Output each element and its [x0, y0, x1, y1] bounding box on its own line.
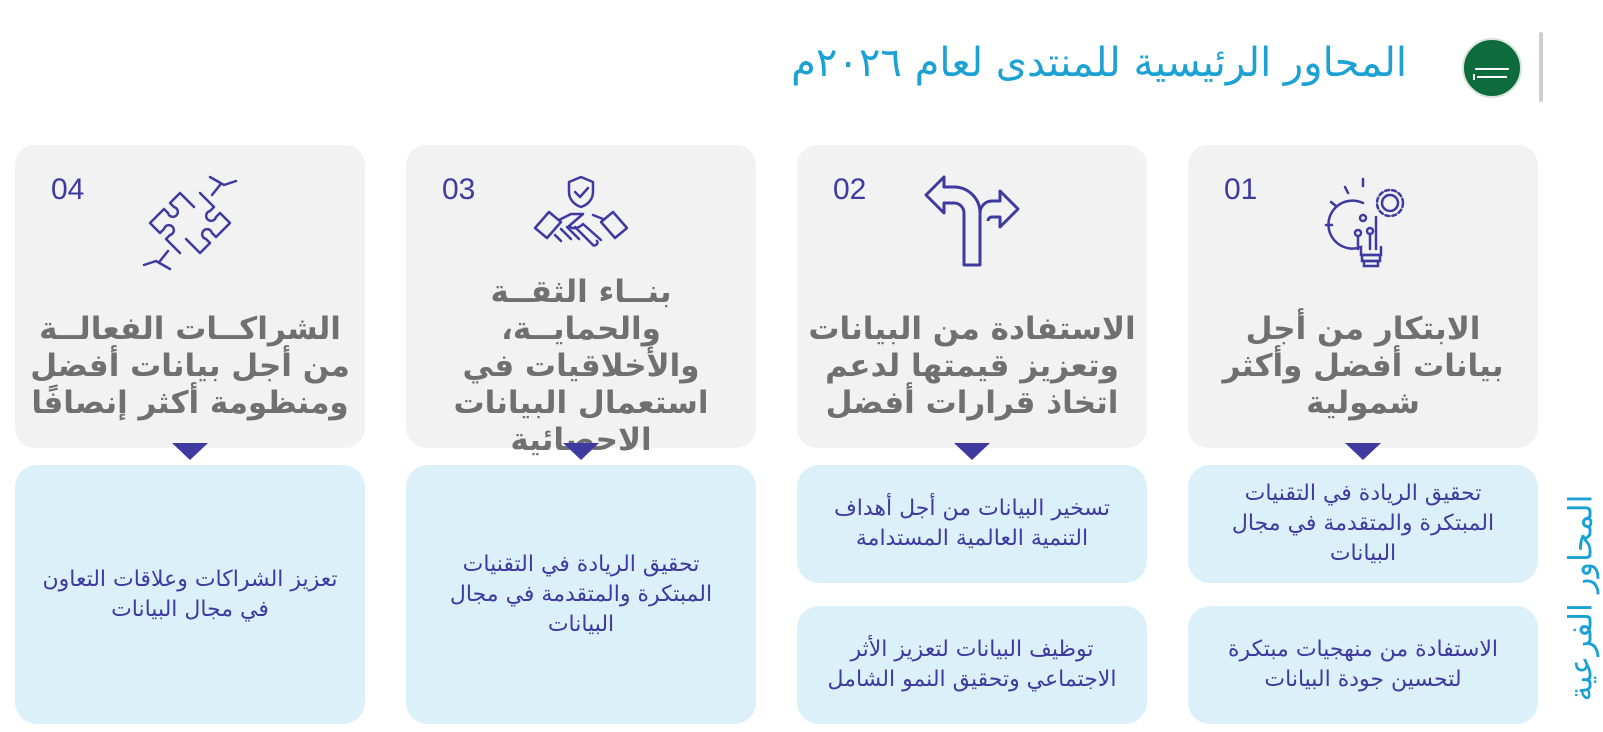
sub-axis-box: تسخير البيانات من أجل أهداف التنمية العالمية المستدامة [797, 465, 1147, 583]
card-pointer [563, 443, 599, 460]
axis-title: الاستفادة من البيانات وتعزيز قيمتها لدعم اتخاذ قرارات أفضل [808, 311, 1136, 421]
axis-number: 02 [833, 173, 867, 206]
axis-number: 04 [51, 173, 85, 206]
header-divider [1539, 32, 1543, 102]
lightbulb-gear-icon [1318, 173, 1418, 273]
sub-axis-box: تحقيق الريادة في التقنيات المبتكرة والمتقدمة في مجال البيانات [406, 465, 756, 724]
axis-title: الابتكار من أجل بيانات أفضل وأكثر شمولية [1222, 311, 1504, 421]
side-label [1560, 478, 1602, 718]
card-pointer [1345, 443, 1381, 460]
saudi-emblem-icon [1462, 38, 1522, 98]
axis-title: الشراكــات الفعالــة من أجل بيانات أفضل ومنظومة أكثر إنصافًا [30, 311, 350, 421]
axis-title: بنــاء الثقــة والحمايــة، والأخلاقيات في استعمال البيانات الاحصائية [453, 274, 709, 458]
sub-axis-box: تعزيز الشراكات وعلاقات التعاون في مجال البيانات [15, 465, 365, 724]
split-arrow-icon [922, 173, 1022, 273]
axis-card-01 [1188, 145, 1538, 448]
card-pointer [954, 443, 990, 460]
puzzle-hands-icon [140, 173, 240, 273]
axis-number: 01 [1224, 173, 1258, 206]
axis-card-02 [797, 145, 1147, 448]
card-pointer [172, 443, 208, 460]
axis-number: 03 [442, 173, 476, 206]
sub-axis-box: الاستفادة من منهجيات مبتكرة لتحسين جودة البيانات [1188, 606, 1538, 724]
page-title: المحاور الرئيسية للمنتدى لعام ٢٠٢٦م [791, 40, 1407, 86]
sub-axis-box: تحقيق الريادة في التقنيات المبتكرة والمتقدمة في مجال البيانات [1188, 465, 1538, 583]
sub-axis-box: توظيف البيانات لتعزيز الأثر الاجتماعي وتحقيق النمو الشامل [797, 606, 1147, 724]
axis-card-03 [406, 145, 756, 458]
side-label-text: المحاور الفرعية [1561, 494, 1600, 702]
axis-card-04 [15, 145, 365, 448]
handshake-shield-icon [531, 173, 631, 273]
